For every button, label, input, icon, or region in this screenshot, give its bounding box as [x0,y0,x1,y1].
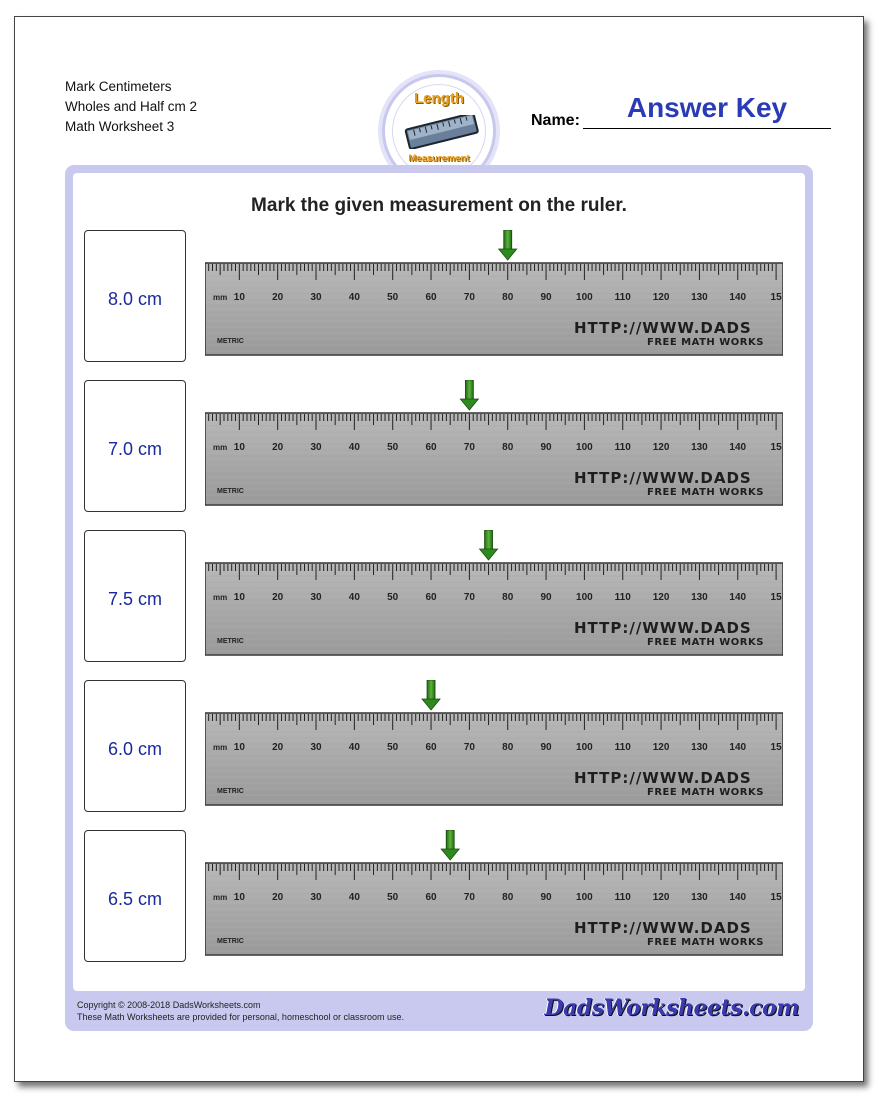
metric-ruler[interactable] [205,530,783,662]
measurement-arrow [460,380,478,410]
metric-ruler[interactable] [205,230,783,362]
tick-label: 120 [652,292,670,303]
ruler-tagline: FREE MATH WORKS [647,637,764,648]
copyright-text: Copyright © 2008-2018 DadsWorksheets.com [77,1000,261,1010]
ruler-url-text: HTTP://WWW.DADS [574,469,752,487]
ruler-tagline: FREE MATH WORKS [647,937,764,948]
tick-label: 140 [729,592,747,603]
problem-row [84,830,804,962]
measurement-box [84,230,186,362]
tick-label: 60 [425,442,437,453]
tick-label: 50 [387,442,399,453]
ruler-tagline: FREE MATH WORKS [647,337,764,348]
tick-label: 10 [233,892,245,903]
tick-label: 130 [691,742,708,753]
problem-row [84,380,804,512]
tick-label: 70 [463,592,475,603]
tick-label: 15 [770,442,782,453]
ruler-url-text: HTTP://WWW.DADS [574,919,752,937]
measurement-box [84,680,186,812]
measurement-box [84,530,186,662]
tick-label: 20 [272,742,284,753]
tick-label: 80 [502,442,514,453]
tick-label: 70 [463,442,475,453]
tick-label: 30 [310,892,322,903]
tick-label: 15 [770,742,782,753]
tick-label: 60 [425,892,437,903]
problem-row [84,680,804,812]
tick-label: 30 [310,292,322,303]
tick-label: 50 [387,892,399,903]
tick-label: 40 [348,442,360,453]
measurement-value: 6.0 cm [107,739,163,759]
tick-label: 20 [272,292,284,303]
tick-label: 70 [463,292,475,303]
usage-note: These Math Worksheets are provided for personal, homeschool or classroom use. [77,1012,404,1022]
logo-top-text: Length [414,90,464,107]
answer-key-text: Answer Key [626,92,788,123]
problem-row [84,530,804,662]
tick-label: 30 [310,442,322,453]
unit-label: mm [213,593,228,602]
metric-label: METRIC [217,488,244,495]
tick-label: 120 [652,742,670,753]
metric-label: METRIC [217,788,244,795]
tick-label: 90 [540,592,552,603]
measurement-arrow [441,830,459,860]
name-field-line[interactable] [583,128,831,129]
tick-label: 40 [348,592,360,603]
tick-label: 90 [540,442,552,453]
tick-label: 80 [502,592,514,603]
tick-label: 60 [425,592,437,603]
tick-label: 50 [387,592,399,603]
tick-label: 40 [348,892,360,903]
tick-label: 80 [502,892,514,903]
tick-label: 15 [770,592,782,603]
tick-label: 110 [614,442,631,453]
unit-label: mm [213,443,228,452]
name-label: Name: [531,112,580,129]
unit-label: mm [213,743,228,752]
tick-label: 130 [691,292,708,303]
tick-label: 100 [576,292,593,303]
tick-label: 90 [540,742,552,753]
metric-label: METRIC [217,338,244,345]
worksheet-number: Math Worksheet 3 [65,119,175,134]
tick-label: 140 [729,892,747,903]
tick-label: 60 [425,292,437,303]
measurement-value: 8.0 cm [107,289,163,309]
tick-label: 120 [652,592,670,603]
tick-label: 20 [272,592,284,603]
ruler-tagline: FREE MATH WORKS [647,487,764,498]
measurement-value: 7.0 cm [107,439,163,459]
ruler-icon [403,115,481,149]
measurement-value: 6.5 cm [107,889,163,909]
measurement-box [84,380,186,512]
tick-label: 110 [614,892,631,903]
tick-label: 10 [233,742,245,753]
tick-label: 40 [348,292,360,303]
tick-label: 120 [652,892,670,903]
worksheet-info [65,77,197,137]
worksheet-title: Mark Centimeters [65,79,172,94]
worksheet-subtitle: Wholes and Half cm 2 [65,99,198,114]
measurement-box [84,830,186,962]
tick-label: 140 [729,292,747,303]
ruler-url-text: HTTP://WWW.DADS [574,619,752,637]
worksheet-page [14,16,864,1082]
ruler-tagline: FREE MATH WORKS [647,787,764,798]
metric-ruler[interactable] [205,380,783,512]
tick-label: 110 [614,742,631,753]
measurement-arrow [480,530,498,560]
tick-label: 30 [310,742,322,753]
instruction-text: Mark the given measurement on the ruler. [251,195,627,216]
tick-label: 130 [691,892,708,903]
tick-label: 10 [233,442,245,453]
unit-label: mm [213,893,228,902]
tick-label: 20 [272,892,284,903]
tick-label: 130 [691,442,708,453]
tick-label: 100 [576,442,593,453]
tick-label: 110 [614,292,631,303]
ruler-url-text: HTTP://WWW.DADS [574,769,752,787]
tick-label: 140 [729,742,747,753]
unit-label: mm [213,293,228,302]
tick-label: 70 [463,742,475,753]
tick-label: 60 [425,742,437,753]
tick-label: 100 [576,892,593,903]
tick-label: 140 [729,442,747,453]
tick-label: 30 [310,592,322,603]
tick-label: 80 [502,292,514,303]
tick-label: 120 [652,442,670,453]
logo-bottom-text: Measurement [408,153,470,164]
tick-label: 130 [691,592,708,603]
tick-label: 10 [233,292,245,303]
tick-label: 50 [387,742,399,753]
tick-label: 20 [272,442,284,453]
metric-label: METRIC [217,638,244,645]
tick-label: 80 [502,742,514,753]
problem-row [84,230,804,362]
tick-label: 110 [614,592,631,603]
measurement-arrow [499,230,517,260]
footer-copyright [77,999,404,1023]
tick-label: 90 [540,292,552,303]
tick-label: 70 [463,892,475,903]
tick-label: 100 [576,592,593,603]
tick-label: 100 [576,742,593,753]
dadsworksheets-logo: DadsWorksheets.com [544,995,799,1021]
ruler-url-text: HTTP://WWW.DADS [574,319,752,337]
measurement-arrow [422,680,440,710]
tick-label: 15 [770,292,782,303]
tick-label: 50 [387,292,399,303]
tick-label: 40 [348,742,360,753]
metric-ruler[interactable] [205,680,783,812]
tick-label: 90 [540,892,552,903]
metric-label: METRIC [217,938,244,945]
tick-label: 10 [233,592,245,603]
measurement-value: 7.5 cm [107,589,163,609]
metric-ruler[interactable] [205,830,783,962]
tick-label: 15 [770,892,782,903]
